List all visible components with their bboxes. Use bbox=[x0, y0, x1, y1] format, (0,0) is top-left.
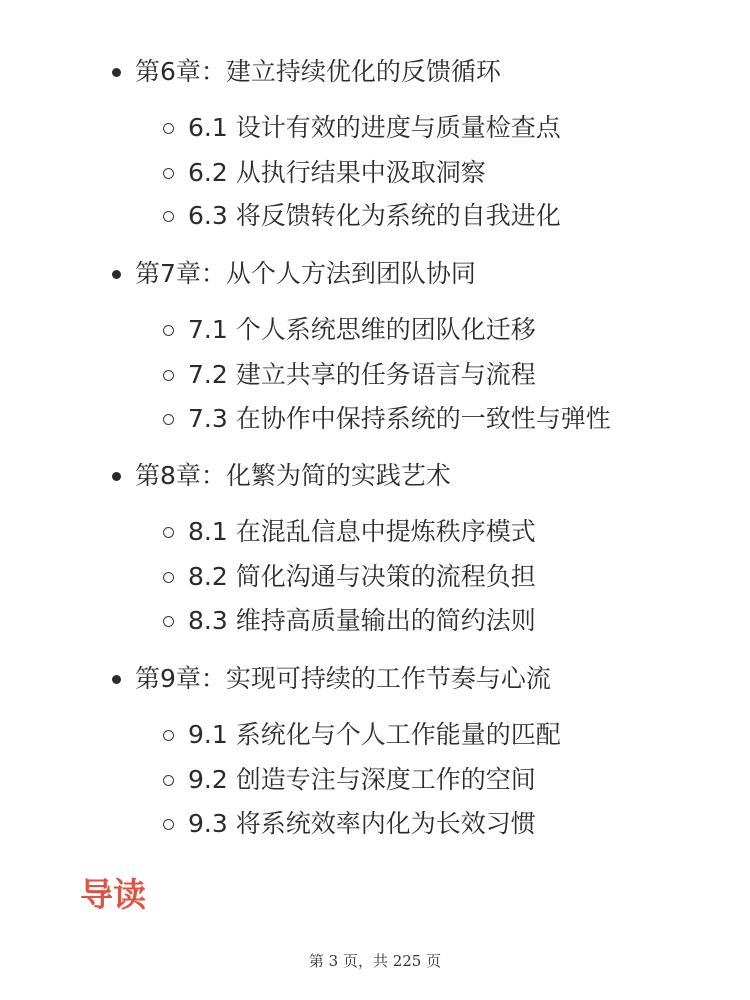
toc-chapter-8 bbox=[0, 458, 750, 494]
section-title: 8.3 维持高质量输出的简约法则 bbox=[188, 606, 536, 635]
toc-section-9-2 bbox=[0, 762, 750, 798]
bullet-dot-icon bbox=[112, 68, 121, 77]
bullet-circle-icon bbox=[163, 370, 174, 381]
chapter-title: 第9章：实现可持续的工作节奏与心流 bbox=[135, 664, 551, 693]
toc-section-8-3 bbox=[0, 603, 750, 639]
bullet-circle-icon bbox=[163, 616, 174, 627]
bullet-circle-icon bbox=[163, 325, 174, 336]
section-title: 6.2 从执行结果中汲取洞察 bbox=[188, 158, 486, 187]
toc-chapter-7 bbox=[0, 256, 750, 292]
chapter-title: 第7章：从个人方法到团队协同 bbox=[135, 259, 476, 288]
bullet-dot-icon bbox=[112, 675, 121, 684]
section-title: 9.2 创造专注与深度工作的空间 bbox=[188, 765, 536, 794]
bullet-circle-icon bbox=[163, 168, 174, 179]
section-title: 7.2 建立共享的任务语言与流程 bbox=[188, 360, 536, 389]
page-footer: 第 3 页，共 225 页 bbox=[308, 952, 442, 970]
toc-section-8-2 bbox=[0, 559, 750, 595]
bullet-circle-icon bbox=[163, 572, 174, 583]
section-title: 8.2 简化沟通与决策的流程负担 bbox=[188, 562, 536, 591]
toc-section-7-1 bbox=[0, 312, 750, 348]
section-title: 7.1 个人系统思维的团队化迁移 bbox=[188, 315, 536, 344]
section-title: 9.1 系统化与个人工作能量的匹配 bbox=[188, 720, 561, 749]
bullet-circle-icon bbox=[163, 414, 174, 425]
toc-section-9-1 bbox=[0, 717, 750, 753]
section-title: 6.3 将反馈转化为系统的自我进化 bbox=[188, 201, 561, 230]
bullet-circle-icon bbox=[163, 819, 174, 830]
chapter-title: 第6章：建立持续优化的反馈循环 bbox=[135, 57, 501, 86]
section-title: 9.3 将系统效率内化为长效习惯 bbox=[188, 809, 536, 838]
bullet-circle-icon bbox=[163, 775, 174, 786]
toc-section-7-2 bbox=[0, 357, 750, 393]
toc-section-9-3 bbox=[0, 806, 750, 842]
bullet-circle-icon bbox=[163, 730, 174, 741]
toc-chapter-9 bbox=[0, 661, 750, 697]
bullet-dot-icon bbox=[112, 270, 121, 279]
toc-section-7-3 bbox=[0, 401, 750, 437]
section-title: 6.1 设计有效的进度与质量检查点 bbox=[188, 113, 561, 142]
section-heading-guide: 导读 bbox=[80, 875, 146, 914]
section-title: 8.1 在混乱信息中提炼秩序模式 bbox=[188, 517, 536, 546]
bullet-circle-icon bbox=[163, 123, 174, 134]
toc-section-6-3 bbox=[0, 198, 750, 234]
toc-section-6-2 bbox=[0, 155, 750, 191]
section-title: 7.3 在协作中保持系统的一致性与弹性 bbox=[188, 404, 611, 433]
bullet-circle-icon bbox=[163, 211, 174, 222]
chapter-title: 第8章：化繁为简的实践艺术 bbox=[135, 461, 451, 490]
toc-chapter-6 bbox=[0, 54, 750, 90]
bullet-circle-icon bbox=[163, 527, 174, 538]
toc-section-6-1 bbox=[0, 110, 750, 146]
bullet-dot-icon bbox=[112, 472, 121, 481]
toc-section-8-1 bbox=[0, 514, 750, 550]
